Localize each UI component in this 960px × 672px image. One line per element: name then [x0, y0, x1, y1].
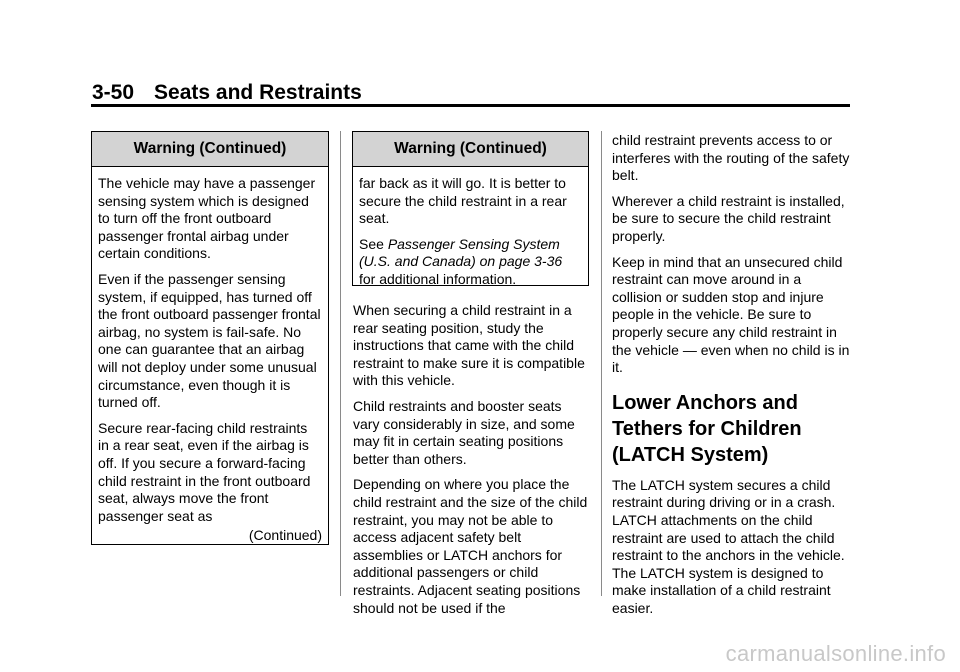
- warning-paragraph: The vehicle may have a passenger sensing system which is designed to turn off the front outboard passenger frontal airbag under certain conditions.: [98, 175, 316, 262]
- watermark: carmanualsonline.info: [725, 641, 946, 666]
- warning-box-title: Warning (Continued): [92, 132, 328, 167]
- body-paragraph: child restraint prevents access to or interferes with the routing of the safety belt.: [612, 132, 850, 184]
- column-2-text: [353, 302, 589, 617]
- body-paragraph: Depending on where you place the child restraint and the size of the child restraint, you may not be able to access adjacent safety belt assemblies or LATCH anchors for additional passengers or child restraints. Adjacent seating positions should not be used if the: [353, 476, 588, 616]
- warning-box-body: [92, 167, 328, 551]
- body-paragraph: Child restraints and booster seats vary considerably in size, and some may fit in certain seating positions better than others.: [353, 397, 575, 467]
- column-3-text: [612, 132, 852, 617]
- section-title: Seats and Restraints: [154, 81, 362, 104]
- warning-paragraph: Even if the passenger sensing system, if equipped, has turned off the front outboard passenger frontal airbag, no system is fail-safe. No one can guarantee that an airbag will not deploy under some unusual circumstance, even though it is turned off.: [98, 270, 321, 411]
- body-paragraph: Wherever a child restraint is installed, be sure to secure the child restraint properly.: [612, 192, 845, 244]
- column-divider-left: [340, 131, 341, 596]
- page-header: [92, 80, 362, 106]
- header-rule: [91, 104, 850, 107]
- warning-paragraph: far back as it will go. It is better to secure the child restraint in a rear seat.: [359, 175, 567, 227]
- body-paragraph: When securing a child restraint in a rear seating position, study the instructions that came with the child restraint to make sure it is compatible with this vehicle.: [353, 302, 585, 389]
- see-suffix: for additional information.: [359, 270, 517, 287]
- body-paragraph: The LATCH system secures a child restraint during driving or in a crash. LATCH attachments on the child restraint are used to attach the child restraint to the anchors in the vehicle. The LATCH system is designed to make installation of a child restraint easier.: [612, 476, 845, 616]
- warning-box-continued-2: [352, 131, 589, 286]
- page-number: 3-50: [92, 81, 135, 104]
- warning-paragraph: Secure rear-facing child restraints in a rear seat, even if the airbag is off. If you secure a forward-facing child restraint in the front outboard seat, always move the front passenger seat as: [98, 419, 311, 524]
- warning-box-title: Warning (Continued): [353, 132, 588, 167]
- see-prefix: See: [359, 235, 388, 252]
- latch-section-heading: Lower Anchors and Tethers for Children (LATCH System): [612, 391, 802, 466]
- column-divider-right: [601, 131, 602, 596]
- warning-box-continued-1: [91, 131, 329, 545]
- continued-label: (Continued): [248, 527, 322, 544]
- cross-reference-link: Passenger Sensing System (U.S. and Canada) on page 3-36: [359, 235, 563, 270]
- warning-box-body: [353, 167, 588, 295]
- see-reference-paragraph: [359, 236, 582, 289]
- body-paragraph: Keep in mind that an unsecured child restraint can move around in a collision or sudden stop and injure people in the vehicle. Be sure to properly secure any child restraint in the vehicle — even when no child is in it.: [612, 253, 850, 376]
